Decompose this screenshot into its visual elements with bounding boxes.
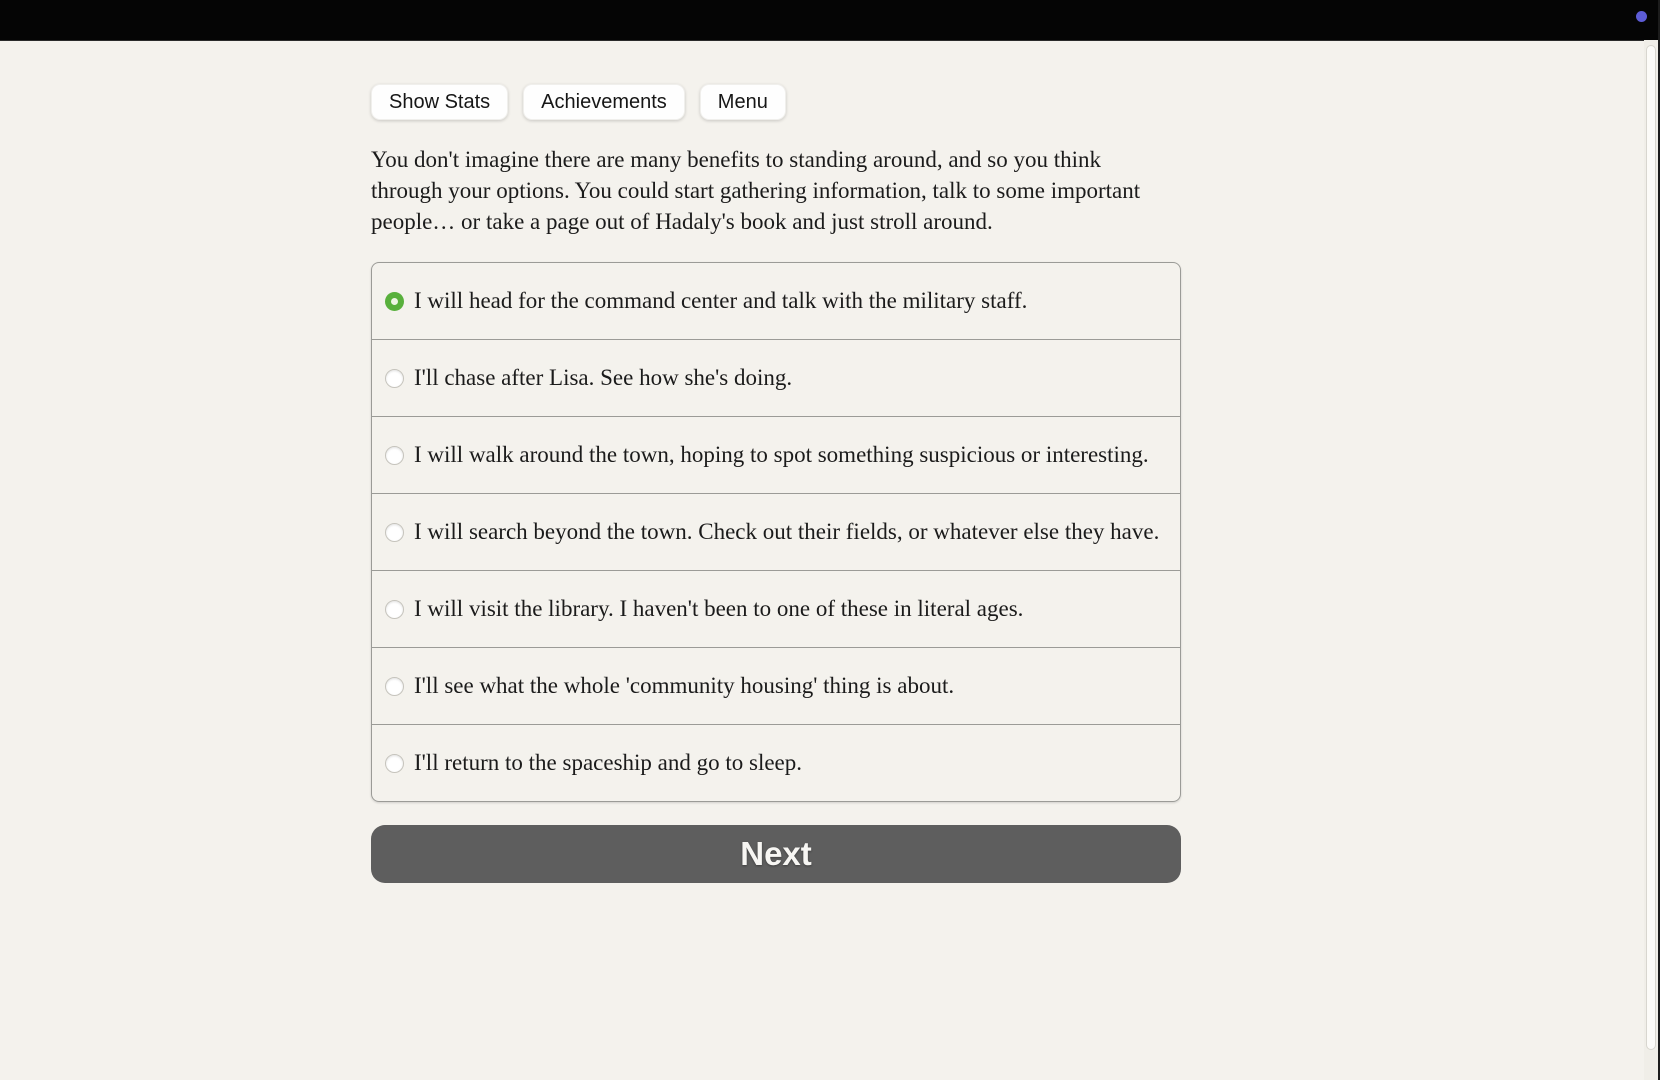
choice-label: I'll return to the spaceship and go to sleep. — [414, 750, 803, 775]
choice-option[interactable] — [372, 339, 1180, 416]
story-paragraph: You don't imagine there are many benefits to standing around, and so you think through your options. You could start gathering information, talk to some important people… or take a page out of Hadaly's book and just stroll around. — [371, 147, 1141, 234]
choice-label: I will head for the command center and talk with the military staff. — [414, 288, 1028, 313]
choice-option[interactable] — [372, 493, 1180, 570]
choice-option[interactable] — [372, 263, 1180, 339]
choice-option[interactable] — [372, 570, 1180, 647]
choice-option[interactable] — [372, 416, 1180, 493]
radio-button-icon[interactable] — [385, 523, 404, 542]
choice-option[interactable] — [372, 647, 1180, 724]
choice-label: I'll see what the whole 'community housing' thing is about. — [414, 673, 955, 698]
radio-button-icon[interactable] — [385, 754, 404, 773]
choice-label: I will walk around the town, hoping to spot something suspicious or interesting. — [414, 442, 1149, 467]
radio-button-icon[interactable] — [385, 292, 404, 311]
scrollbar[interactable] — [1644, 40, 1658, 1080]
achievements-button[interactable]: Achievements — [523, 84, 685, 120]
top-black-bar — [0, 0, 1660, 41]
choice-label: I will search beyond the town. Check out their fields, or whatever else they have. — [414, 519, 1160, 544]
choice-label: I will visit the library. I haven't been to one of these in literal ages. — [414, 596, 1024, 621]
radio-button-icon[interactable] — [385, 446, 404, 465]
toolbar — [371, 84, 1181, 120]
scrollbar-thumb[interactable] — [1646, 45, 1656, 1050]
next-button[interactable]: Next — [371, 825, 1181, 883]
choice-label: I'll chase after Lisa. See how she's doing. — [414, 365, 793, 390]
menu-button[interactable]: Menu — [700, 84, 786, 120]
choice-option[interactable] — [372, 724, 1180, 801]
status-dot-icon — [1636, 11, 1647, 22]
choices-list — [371, 262, 1181, 802]
radio-button-icon[interactable] — [385, 369, 404, 388]
radio-button-icon[interactable] — [385, 600, 404, 619]
game-content — [371, 40, 1181, 883]
radio-button-icon[interactable] — [385, 677, 404, 696]
show-stats-button[interactable]: Show Stats — [371, 84, 508, 120]
